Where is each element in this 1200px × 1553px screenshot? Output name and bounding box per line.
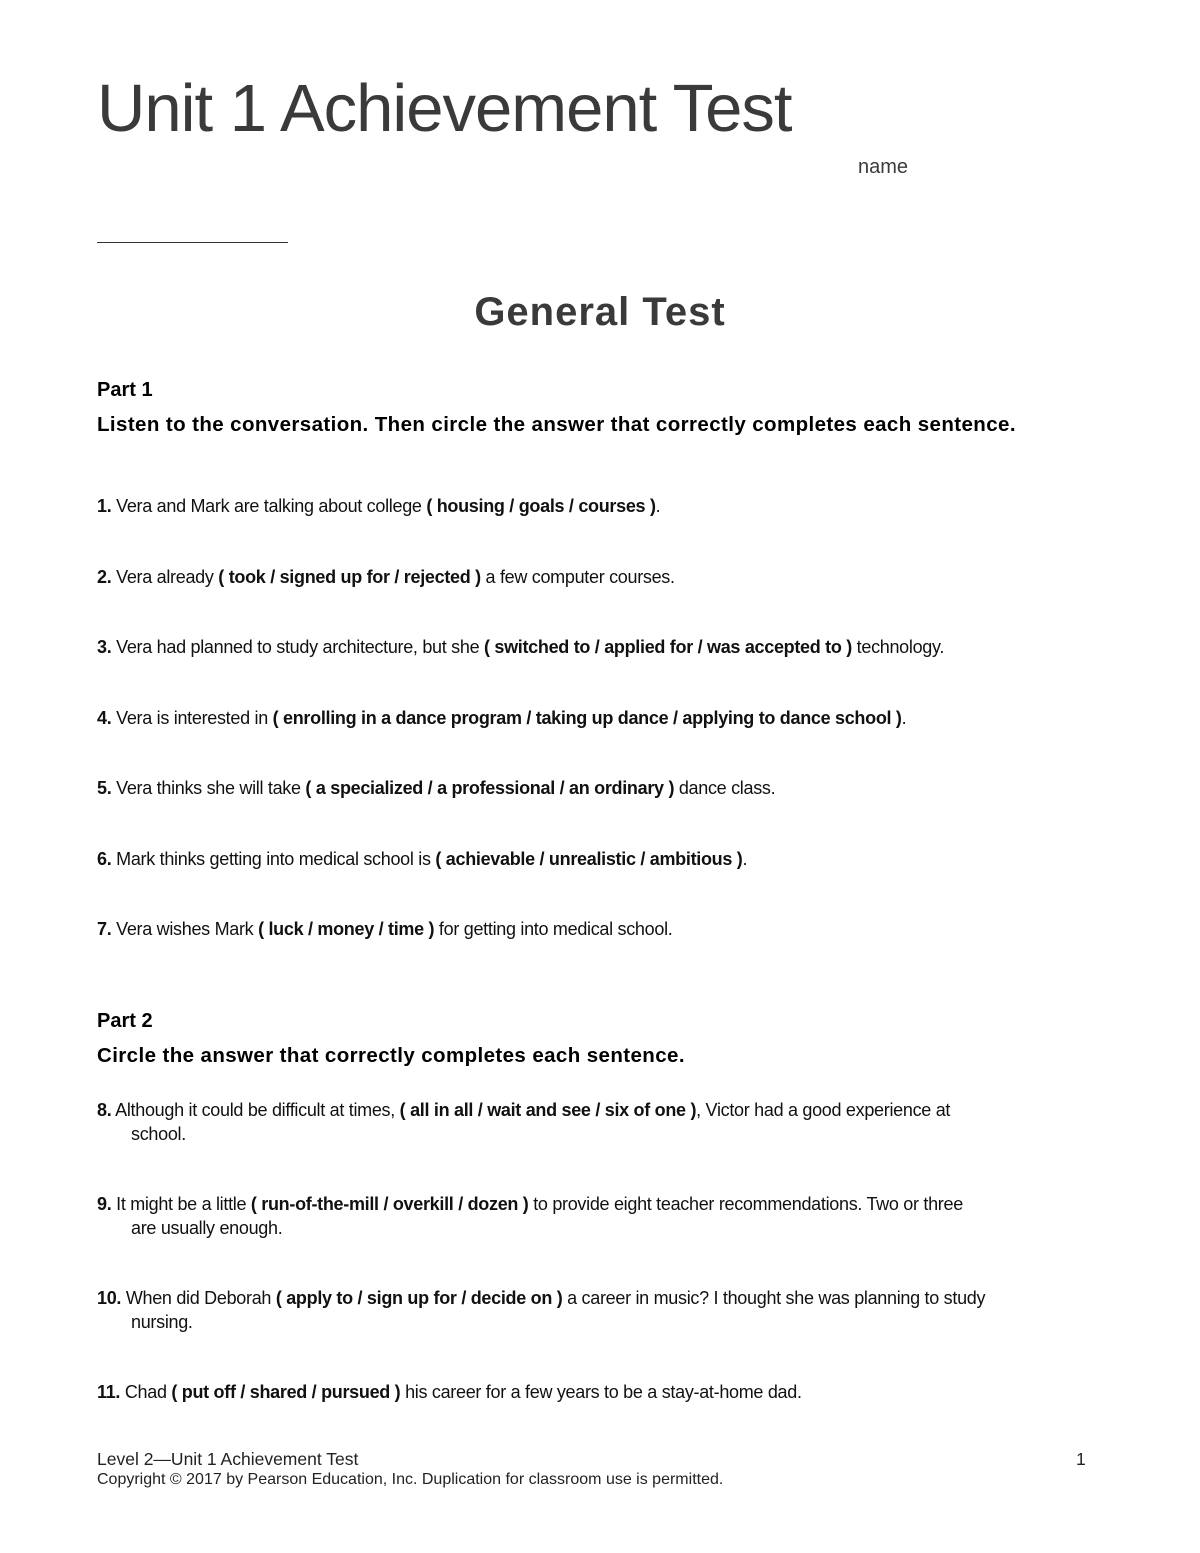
- question-text: Mark thinks getting into medical school is: [111, 849, 436, 869]
- question-9: [97, 1192, 1107, 1240]
- question-text: Vera had planned to study architecture, but she: [111, 637, 484, 657]
- question-text: When did Deborah: [121, 1288, 276, 1308]
- question-number: 1.: [97, 496, 112, 516]
- question-7: [97, 917, 1107, 941]
- answer-choices[interactable]: ( achievable / unrealistic / ambitious ): [435, 849, 743, 869]
- answer-choices[interactable]: ( run-of-the-mill / overkill / dozen ): [250, 1194, 529, 1214]
- question-text: Vera is interested in: [111, 708, 273, 728]
- question-text: technology.: [851, 637, 945, 657]
- question-text: , Victor had a good experience at: [696, 1100, 951, 1120]
- question-number: 7.: [97, 919, 112, 939]
- question-text: Vera already: [111, 567, 219, 587]
- page-title: Unit 1 Achievement Test: [97, 71, 792, 146]
- question-number: 2.: [97, 567, 112, 587]
- question-number: 11.: [97, 1382, 121, 1402]
- question-text: a career in music? I thought she was planning to study: [562, 1288, 986, 1308]
- question-text: for getting into medical school.: [434, 919, 673, 939]
- footer-copyright: Copyright © 2017 by Pearson Education, Inc. Duplication for classroom use is permitted.: [97, 1471, 724, 1488]
- answer-choices[interactable]: ( put off / shared / pursued ): [171, 1382, 401, 1402]
- question-10: [97, 1286, 1107, 1334]
- question-text: his career for a few years to be a stay-at-home dad.: [400, 1382, 802, 1402]
- page-number: 1: [1076, 1449, 1086, 1469]
- question-number: 6.: [97, 849, 112, 869]
- question-2: [97, 565, 1107, 589]
- question-continuation: school.: [131, 1124, 186, 1144]
- question-continuation: nursing.: [131, 1312, 193, 1332]
- question-8: [97, 1098, 1107, 1146]
- question-text: to provide eight teacher recommendations. Two or three: [528, 1194, 963, 1214]
- part2-heading: Part 2: [97, 1010, 153, 1032]
- answer-choices[interactable]: ( took / signed up for / rejected ): [218, 567, 481, 587]
- question-3: [97, 635, 1107, 659]
- question-text: a few computer courses.: [480, 567, 675, 587]
- answer-choices[interactable]: ( housing / goals / courses ): [426, 496, 656, 516]
- answer-choices[interactable]: ( all in all / wait and see / six of one ): [399, 1100, 697, 1120]
- section-title: General Test: [474, 290, 726, 334]
- question-text: Vera and Mark are talking about college: [111, 496, 427, 516]
- question-text: .: [742, 849, 748, 869]
- question-text: Vera wishes Mark: [111, 919, 259, 939]
- question-number: 8.: [97, 1100, 112, 1120]
- question-11: [97, 1380, 1107, 1404]
- question-text: .: [901, 708, 907, 728]
- answer-choices[interactable]: ( switched to / applied for / was accepted to ): [483, 637, 852, 657]
- question-number: 4.: [97, 708, 112, 728]
- name-blank-line: [97, 242, 288, 243]
- part2-instruction: Circle the answer that correctly completes each sentence.: [97, 1044, 685, 1067]
- question-1: [97, 494, 1107, 518]
- question-text: It might be a little: [111, 1194, 251, 1214]
- part1-heading: Part 1: [97, 379, 153, 401]
- question-number: 3.: [97, 637, 112, 657]
- question-text: Vera thinks she will take: [111, 778, 306, 798]
- question-text: .: [655, 496, 661, 516]
- footer-level: Level 2—Unit 1 Achievement Test: [97, 1449, 359, 1469]
- question-text: Chad: [120, 1382, 172, 1402]
- question-number: 5.: [97, 778, 112, 798]
- name-label: name: [858, 156, 909, 178]
- question-text: Although it could be difficult at times,: [111, 1100, 400, 1120]
- question-text: dance class.: [674, 778, 776, 798]
- question-number: 9.: [97, 1194, 112, 1214]
- part1-instruction: Listen to the conversation. Then circle the answer that correctly completes each sentence.: [97, 413, 1016, 436]
- answer-choices[interactable]: ( enrolling in a dance program / taking up dance / applying to dance school ): [272, 708, 902, 728]
- question-6: [97, 847, 1107, 871]
- answer-choices[interactable]: ( apply to / sign up for / decide on ): [275, 1288, 563, 1308]
- answer-choices[interactable]: ( a specialized / a professional / an ordinary ): [305, 778, 675, 798]
- answer-choices[interactable]: ( luck / money / time ): [258, 919, 435, 939]
- question-continuation: are usually enough.: [131, 1218, 283, 1238]
- question-number: 10.: [97, 1288, 122, 1308]
- question-5: [97, 776, 1107, 800]
- question-4: [97, 706, 1107, 730]
